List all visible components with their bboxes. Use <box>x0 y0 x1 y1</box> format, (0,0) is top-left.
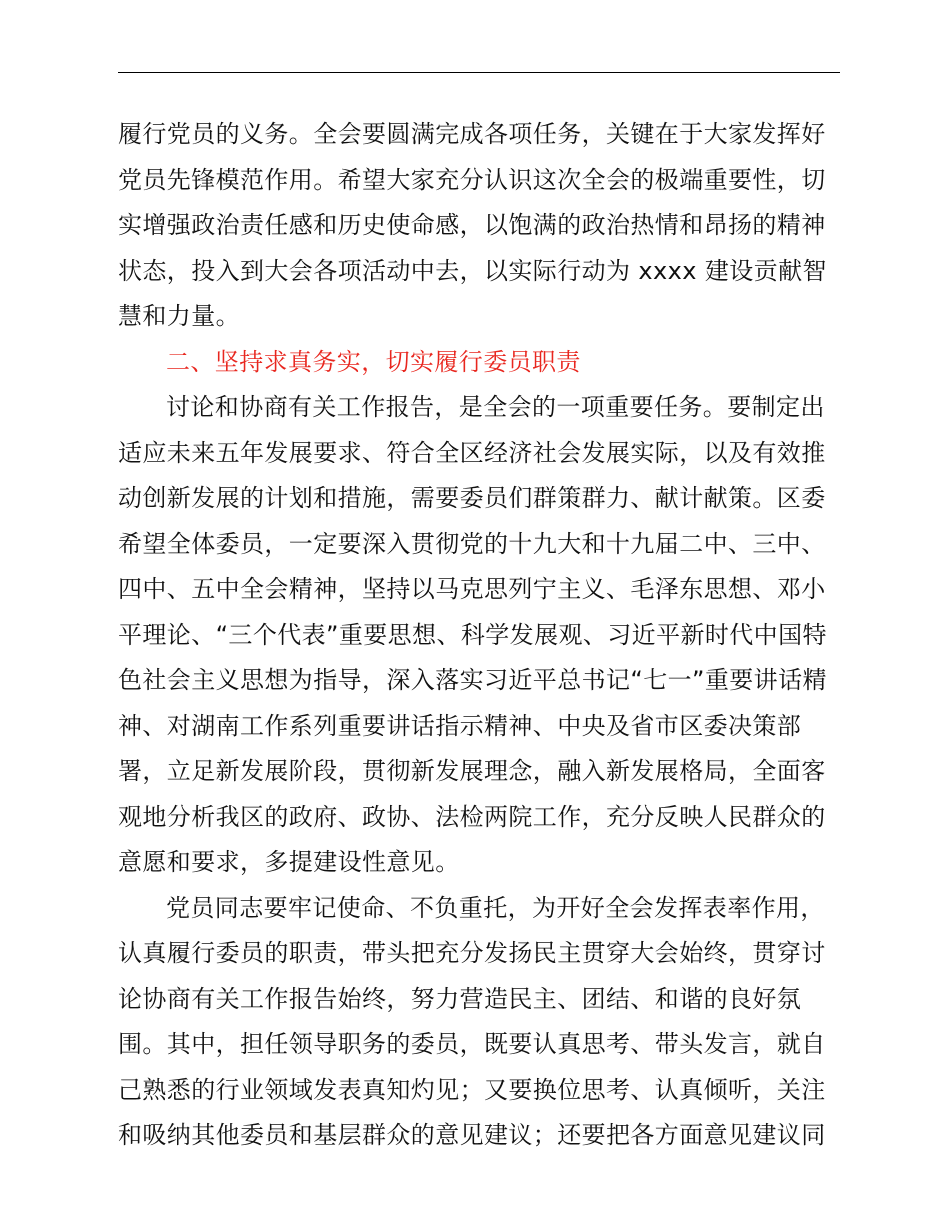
heading-line: 二、坚持求真务实，切实履行委员职责 <box>166 347 581 376</box>
paragraph-1 <box>118 112 842 340</box>
text-line: 四中、五中全会精神，坚持以马克思列宁主义、毛泽东思想、邓小 <box>118 575 826 603</box>
text-line: 意愿和要求，多提建设性意见。 <box>118 848 460 876</box>
text-line: 动创新发展的计划和措施，需要委员们群策群力、献计献策。区委 <box>118 484 826 512</box>
text-line: 论协商有关工作报告始终，努力营造民主、团结、和谐的良好氛 <box>118 984 802 1013</box>
paragraph-2 <box>118 385 842 886</box>
document-body <box>118 112 842 1159</box>
text-line: 讨论和协商有关工作报告，是全会的一项重要任务。要制定出 <box>166 393 825 421</box>
section-heading <box>118 340 842 386</box>
paragraph-3 <box>118 886 842 1159</box>
text-line: 党员先锋模范作用。希望大家充分认识这次全会的极端重要性，切 <box>118 165 826 194</box>
text-line: 观地分析我区的政府、政协、法检两院工作，充分反映人民群众的 <box>118 802 826 831</box>
text-line: 和吸纳其他委员和基层群众的意见建议；还要把各方面意见建议同 <box>118 1121 826 1149</box>
text-line: 慧和力量。 <box>118 302 240 330</box>
header-rule <box>118 72 840 73</box>
text-line: 党员同志要牢记使命、不负重托，为开好全会发挥表率作用， <box>166 893 825 922</box>
text-line: 适应未来五年发展要求、符合全区经济社会发展实际，以及有效推 <box>118 438 826 467</box>
text-line: 认真履行委员的职责，带头把充分发扬民主贯穿大会始终，贯穿讨 <box>118 939 826 967</box>
text-line: 神、对湖南工作系列重要讲话指示精神、中央及省市区委决策部 <box>118 711 802 740</box>
text-line: 平理论、“三个代表”重要思想、科学发展观、习近平新时代中国特 <box>118 620 827 649</box>
text-line: 状态，投入到大会各项活动中去，以实际行动为 xxxx 建设贡献智 <box>118 256 827 285</box>
text-line: 色社会主义思想为指导，深入落实习近平总书记“七一”重要讲话精 <box>118 666 827 694</box>
text-line: 围。其中，担任领导职务的委员，既要认真思考、带头发言，就自 <box>118 1030 826 1058</box>
text-line: 己熟悉的行业领域发表真知灼见；又要换位思考、认真倾听，关注 <box>118 1075 826 1104</box>
text-line: 实增强政治责任感和历史使命感，以饱满的政治热情和昂扬的精神 <box>118 211 826 239</box>
text-line: 希望全体委员，一定要深入贯彻党的十九大和十九届二中、三中、 <box>118 529 826 558</box>
text-line: 履行党员的义务。全会要圆满完成各项任务，关键在于大家发挥好 <box>118 120 826 148</box>
text-line: 署，立足新发展阶段，贯彻新发展理念，融入新发展格局，全面客 <box>118 757 826 785</box>
